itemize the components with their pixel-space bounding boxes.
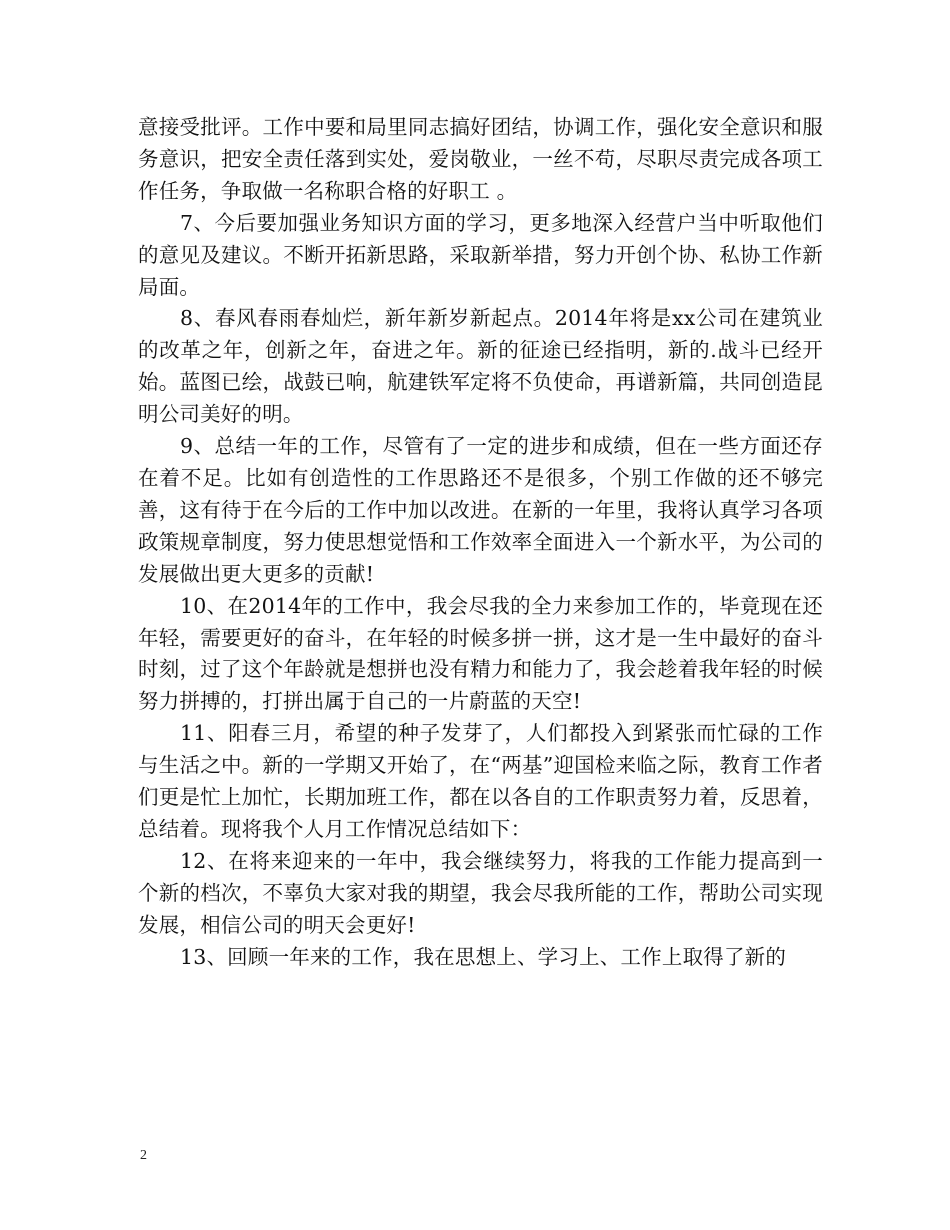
page-number: 2 (140, 1148, 147, 1163)
paragraph-item-11: 11、阳春三月，希望的种子发芽了，人们都投入到紧张而忙碌的工作与生活之中。新的一学期又开始了，在“两基”迎国检来临之际，教育工作者们更是忙上加忙，长期加班工作，都在以各自的工作职责努力着，反思着，总结着。现将我个人月工作情况总结如下： (138, 721, 823, 841)
paragraph-item-13: 13、回顾一年来的工作，我在思想上、学习上、工作上取得了新的 (180, 944, 787, 969)
paragraph-item-10: 10、在2014年的工作中，我会尽我的全力来参加工作的，毕竟现在还年轻，需要更好的奋斗，在年轻的时候多拼一拼，这才是一生中最好的奋斗时刻，过了这个年龄就是想拼也没有精力和能力了，我会趁着我年轻的时候努力拼搏的，打拼出属于自己的一片蔚蓝的天空! (138, 593, 823, 714)
paragraph-continuation: 意接受批评。工作中要和局里同志搞好团结，协调工作，强化安全意识和服务意识，把安全责任落到实处，爱岗敬业，一丝不苟，尽职尽责完成各项工作任务，争取做一名称职合格的好职工 。 (138, 115, 823, 203)
body-text (138, 112, 823, 973)
paragraph-item-12: 12、在将来迎来的一年中，我会继续努力，将我的工作能力提高到一个新的档次，不辜负大家对我的期望，我会尽我所能的工作，帮助公司实现发展，相信公司的明天会更好! (138, 848, 823, 937)
paragraph-item-7: 7、今后要加强业务知识方面的学习，更多地深入经营户当中听取他们的意见及建议。不断开拓新思路，采取新举措，努力开创个协、私协工作新局面。 (138, 210, 823, 299)
paragraph-item-8: 8、春风春雨春灿烂，新年新岁新起点。2014年将是xx公司在建筑业的改革之年，创新之年，奋进之年。新的征途已经指明，新的.战斗已经开始。蓝图已绘，战鼓已响，航建铁军定将不负使命，再谱新篇，共同创造昆明公司美好的明。 (138, 306, 823, 427)
paragraph-item-9: 9、总结一年的工作，尽管有了一定的进步和成绩，但在一些方面还存在着不足。比如有创造性的工作思路还不是很多，个别工作做的还不够完善，这有待于在今后的工作中加以改进。在新的一年里，我将认真学习各项政策规章制度，努力使思想觉悟和工作效率全面进入一个新水平，为公司的发展做出更大更多的贡献! (138, 434, 823, 586)
